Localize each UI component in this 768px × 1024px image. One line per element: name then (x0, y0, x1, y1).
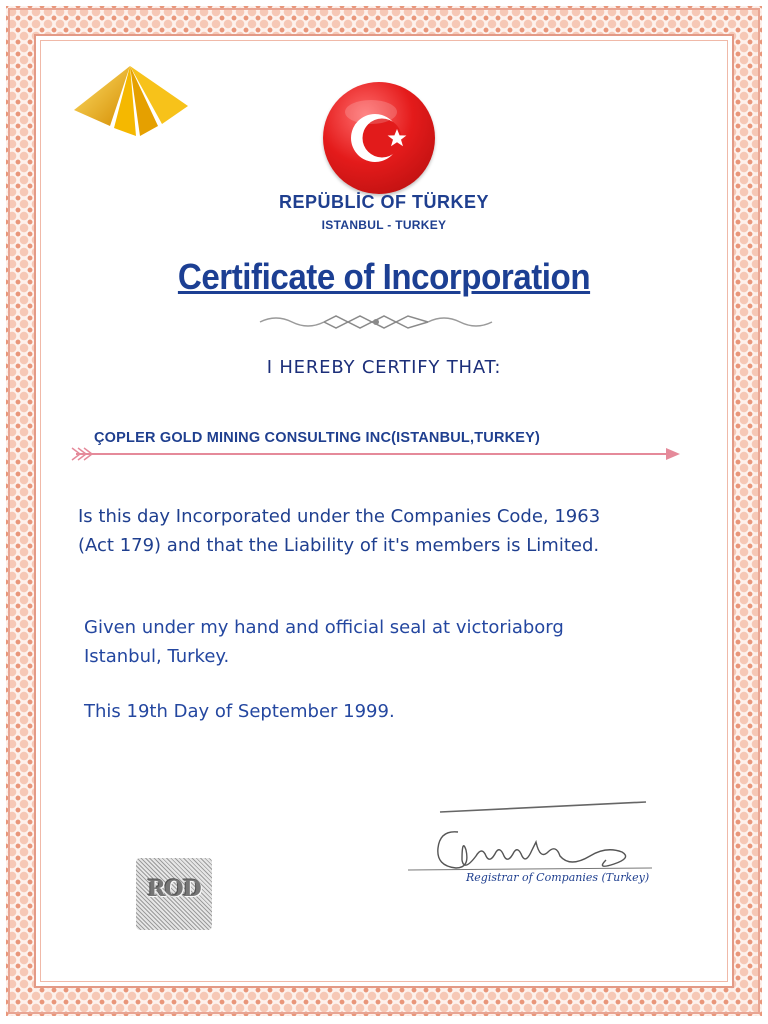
ornamental-divider-icon (256, 310, 496, 332)
registrar-signature-icon (400, 790, 660, 880)
golden-pyramid-logo-icon (74, 66, 188, 138)
country-heading: REPÜBLİC OF TÜRKEY (278, 192, 489, 212)
given-line-2: Istanbul, Turkey. (84, 646, 230, 667)
official-seal-stamp (136, 858, 212, 930)
incorporation-line-1: Is this day Incorporated under the Companies Code, 1963 (78, 506, 601, 527)
registrar-caption: Registrar of Companies (Turkey) (466, 871, 650, 884)
turkish-flag-icon (323, 82, 435, 194)
incorporation-line-2: (Act 179) and that the Liability of it's members is Limited. (78, 535, 600, 556)
given-line-1: Given under my hand and official seal at victoriaborg (84, 617, 564, 638)
incorporation-paragraph (78, 502, 718, 560)
given-paragraph (84, 613, 704, 671)
company-name: ÇOPLER GOLD MINING CONSULTING INC(ISTANBUL,TURKEY) (94, 430, 541, 446)
certify-statement: I HEREBY CERTIFY THAT: (266, 357, 502, 378)
arrow-divider-icon (70, 444, 682, 464)
certificate-title: Certificate of Incorporation (177, 256, 591, 297)
city-heading: ISTANBUL - TURKEY (321, 218, 447, 232)
seal-text: ROD (147, 876, 201, 902)
date-line: This 19th Day of September 1999. (84, 701, 395, 722)
